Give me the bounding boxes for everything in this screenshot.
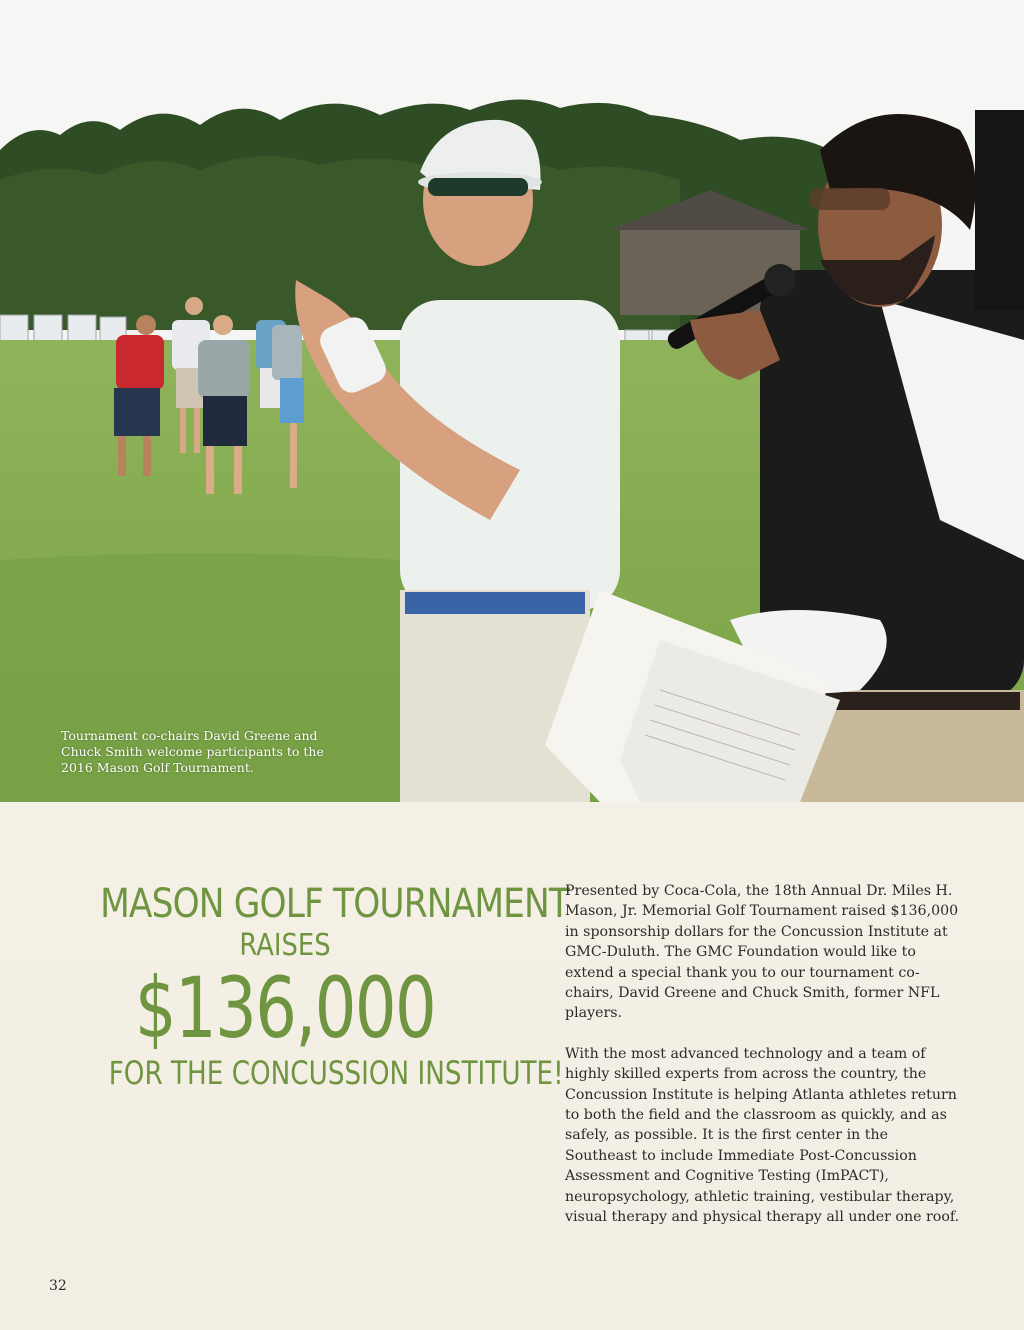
article-paragraph-2: With the most advanced technology and a team of highly skilled experts from across the country, the Concussion Institute is helping Atlanta athletes return to both the field and the classroom as quickly, and as safely, as possible. It is the first center in the Southeast to include Immediate Post-Concussion Assessment and Cognitive Testing (ImPACT), neuropsychology, athletic training, vestibular therapy, visual therapy and physical therapy all under one roof. <box>565 1045 960 1226</box>
headline-beneficiary: FOR THE CONCUSSION INSTITUTE! <box>108 1054 564 1092</box>
headline-amount: $136,000 <box>134 959 436 1057</box>
page-number: 32 <box>49 1278 67 1294</box>
photo-caption: Tournament co-chairs David Greene and Chuck Smith welcome participants to the 2016 Mason Golf Tournament. <box>61 728 324 775</box>
headline <box>70 880 570 1092</box>
article-paragraph-1: Presented by Coca-Cola, the 18th Annual Dr. Miles H. Mason, Jr. Memorial Golf Tournament raised $136,000 in sponsorship dollars for the Concussion Institute at GMC-Duluth. The GMC Foundation would like to extend a special thank you to our tournament co-chairs, David Greene and Chuck Smith, former NFL players. <box>565 883 959 1022</box>
article-body <box>565 881 960 1248</box>
headline-title: MASON GOLF TOURNAMENT <box>100 881 570 927</box>
headline-raises: RAISES <box>239 928 331 963</box>
